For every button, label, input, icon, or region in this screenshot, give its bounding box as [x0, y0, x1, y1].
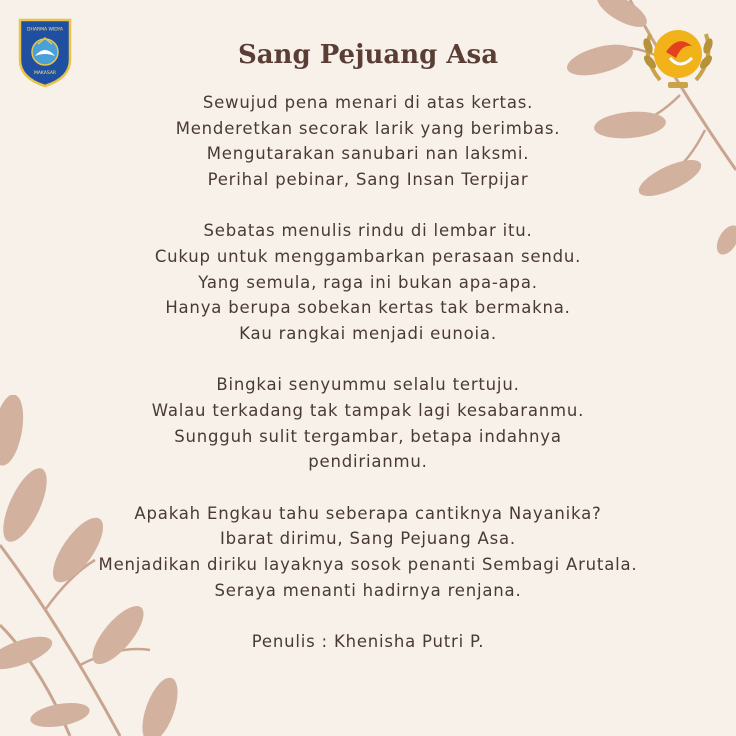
poem-line: Perihal pebinar, Sang Insan Terpijar: [207, 169, 529, 189]
poem-line: Walau terkadang tak tampak lagi kesabaranmu.: [151, 400, 585, 420]
poem-line: Seraya menanti hadirnya renjana.: [214, 580, 522, 600]
poem-line: Sewujud pena menari di atas kertas.: [202, 93, 534, 112]
poem-line: Ibarat dirimu, Sang Pejuang Asa.: [220, 529, 516, 549]
emblem-bottom-text: MAKASAR: [33, 71, 57, 76]
poem-line: Apakah Engkau tahu seberapa cantiknya Nayanika?: [134, 503, 602, 523]
poem-body: [70, 90, 666, 655]
stanza-1: [70, 90, 666, 192]
poem-line: Mengutarakan sanubari nan laksmi.: [206, 144, 530, 164]
poem-line: Cukup untuk menggambarkan perasaan sendu.: [154, 246, 582, 266]
poem-line: Hanya berupa sobekan kertas tak bermakna.: [165, 298, 571, 318]
emblem-top-text: DHARMA WIDYA: [27, 27, 63, 33]
stanza-3: [70, 372, 666, 474]
poem-line: Yang semula, raga ini bukan apa-apa.: [198, 272, 538, 292]
poem-title: Sang Pejuang Asa: [237, 40, 499, 70]
poem-line: Sebatas menulis rindu di lembar itu.: [203, 221, 533, 241]
poem-line: Sungguh sulit tergambar, betapa indahnya pendirianmu.: [174, 426, 562, 472]
author-credit: Penulis : Khenisha Putri P.: [251, 632, 485, 652]
poem-line: Menderetkan secorak larik yang berimbas.: [175, 118, 561, 138]
poem-line: Bingkai senyummu selalu tertuju.: [216, 375, 520, 395]
stanza-4: [70, 501, 666, 603]
poem-line: Kau rangkai menjadi eunoia.: [239, 323, 497, 343]
poem-line: Menjadikan diriku layaknya sosok penanti Sembagi Arutala.: [98, 554, 638, 574]
stanza-2: [70, 218, 666, 346]
